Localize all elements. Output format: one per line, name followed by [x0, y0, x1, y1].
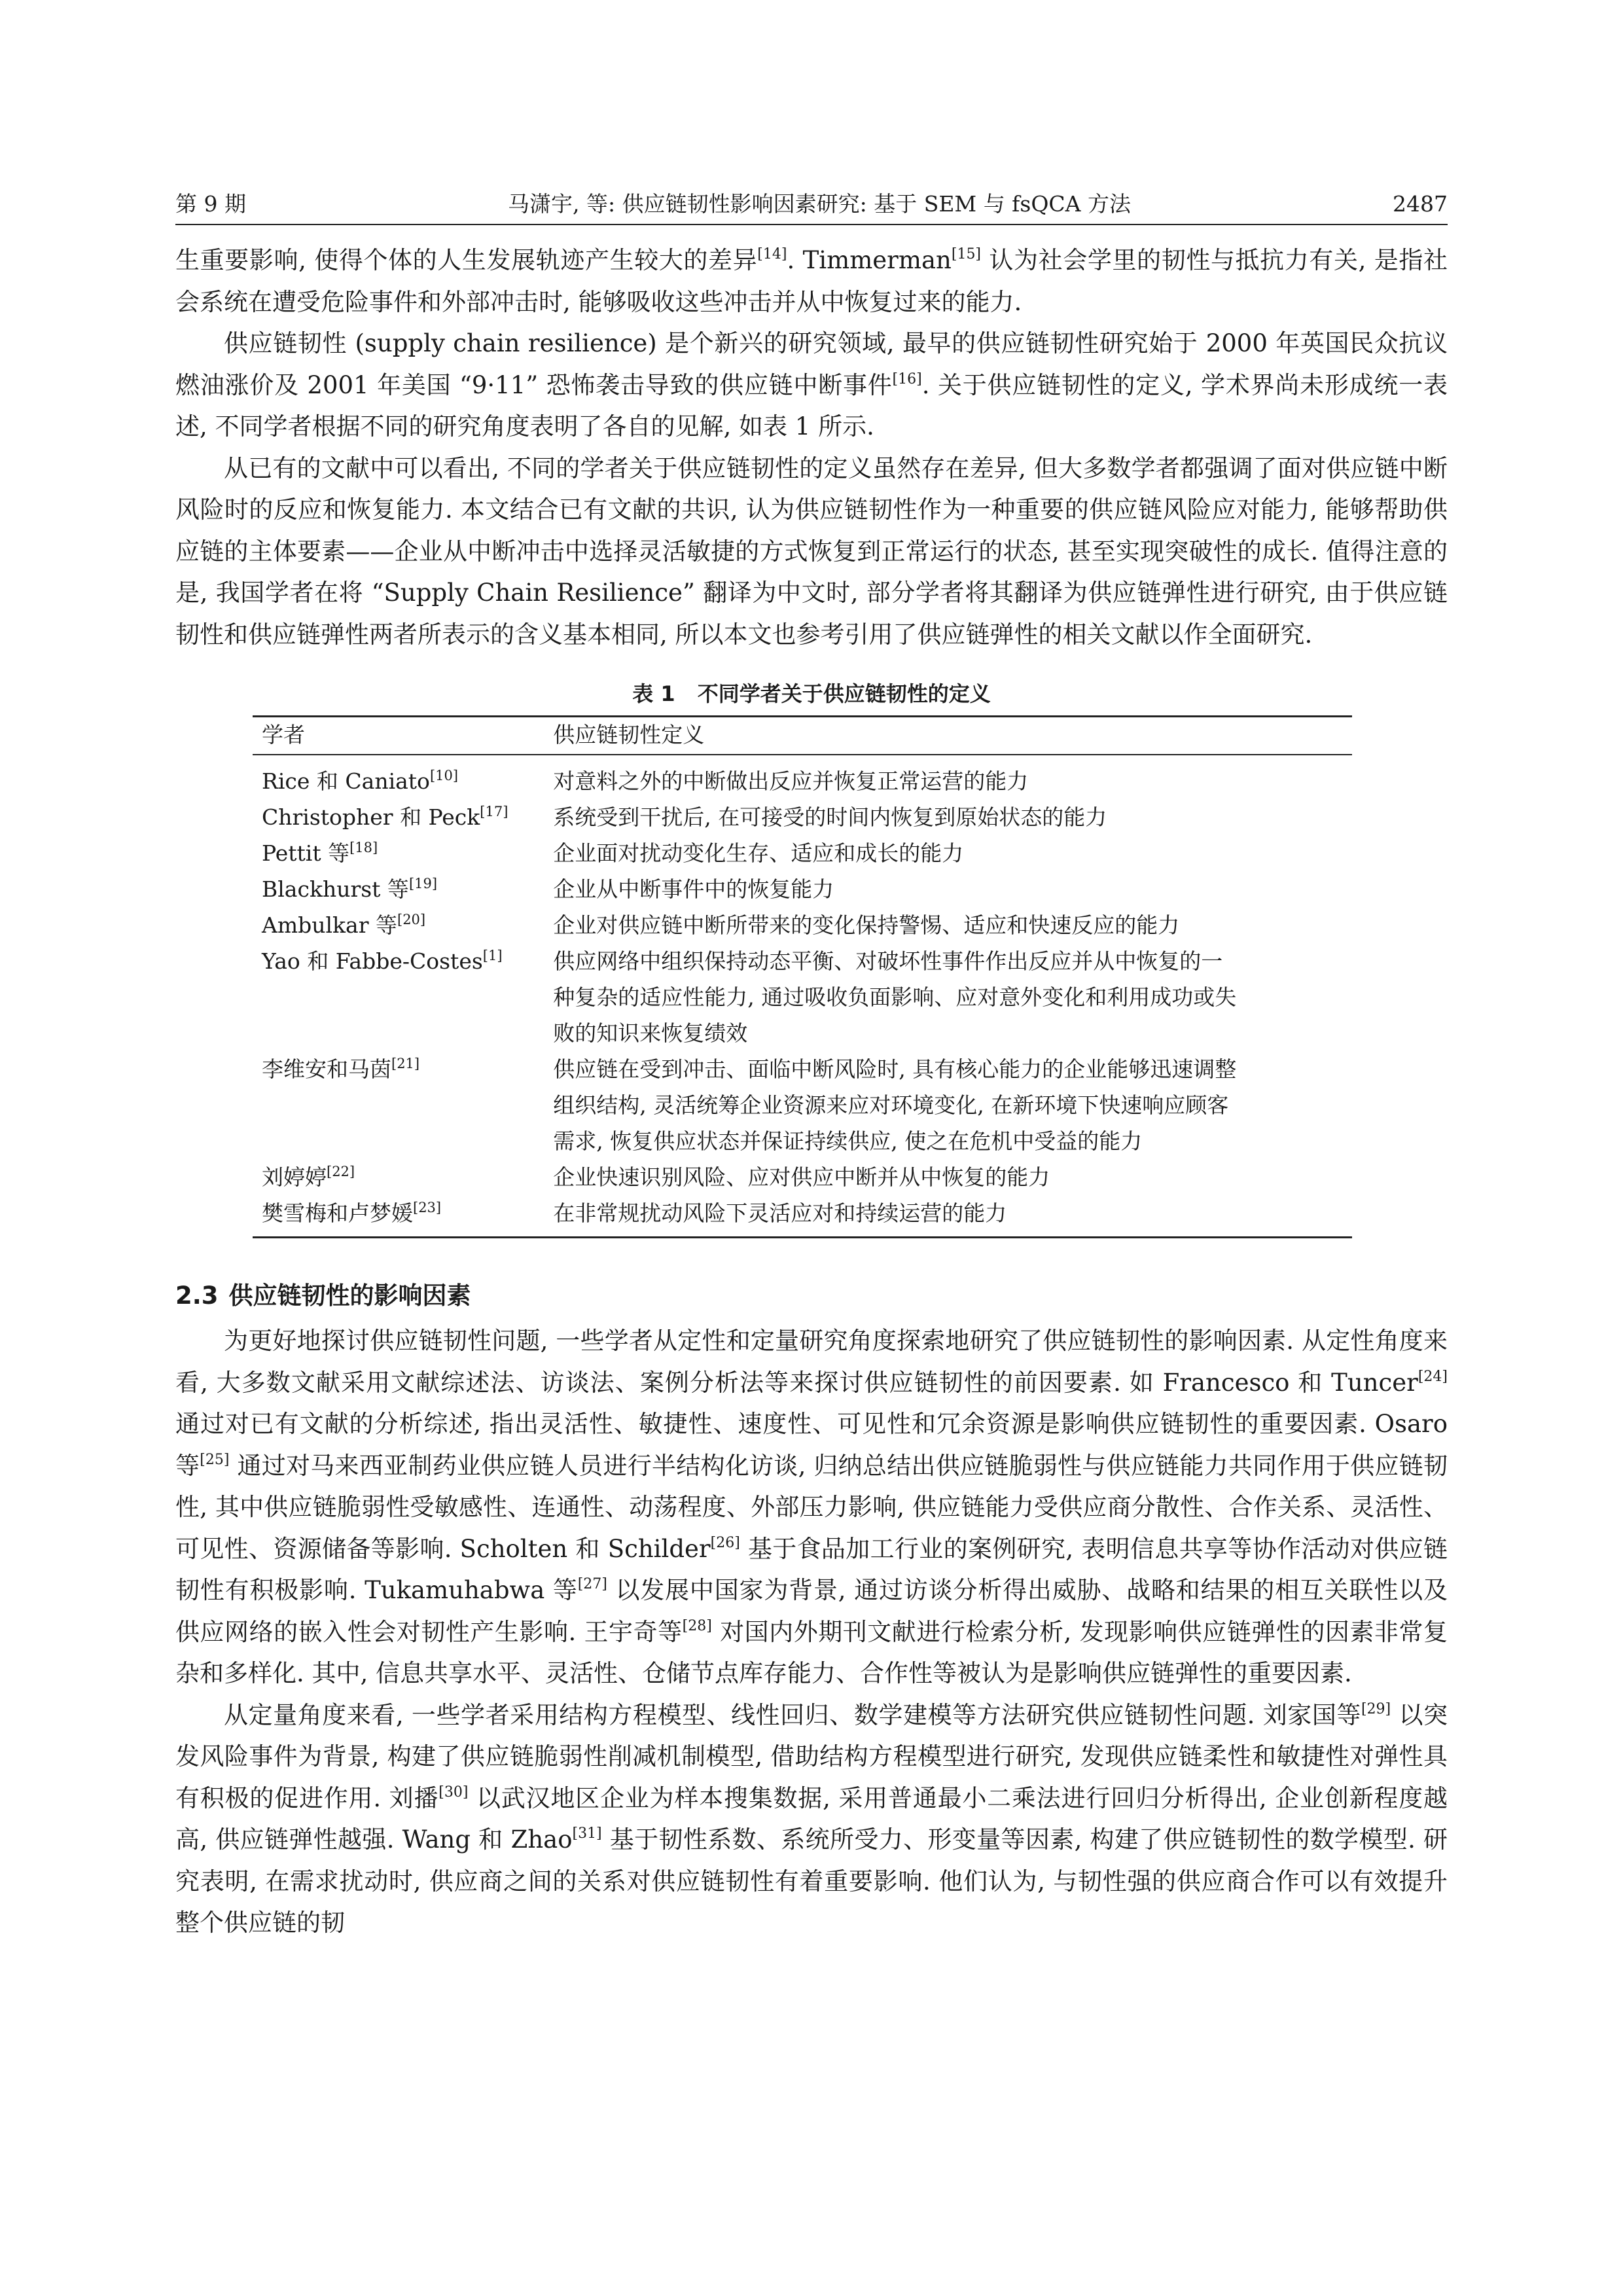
scholar-cell	[253, 755, 550, 799]
text-run: 通过对马来西亚制药业供应链人员进行半结构化访谈, 归纳总结出供应链脆弱性与供应链能力共同作用于供应链韧性, 其中供应链脆弱性受敏感性、连通性、动荡程度、外部压力影响, 供应链能力受供应商分散性、合作关系、灵活性、可见性、资源储备等影响. Scholten 和 Schilder	[175, 1451, 1448, 1563]
text-run: 为更好地探讨供应链韧性问题, 一些学者从定性和定量研究角度探索地研究了供应链韧性的影响因素. 从定性角度来看, 大多数文献采用文献综述法、访谈法、案例分析法等来探讨供应链韧性的前因要素. 如 Francesco 和 Tuncer	[175, 1327, 1448, 1397]
scholar-cell	[253, 1051, 550, 1087]
citation-ref: [19]	[408, 876, 438, 891]
text-run: 认为社会学里的韧性与抵抗力有关, 是指社会系统在遭受危险事件和外部冲击时, 能够吸收这些冲击并从中恢复过来的能力.	[175, 246, 1448, 316]
scholar-cell	[253, 979, 550, 1015]
text-run: 以突发风险事件为背景, 构建了供应链脆弱性削减机制模型, 借助结构方程模型进行研究, 发现供应链柔性和敏捷性对弹性具有积极的促进作用. 刘播	[175, 1700, 1448, 1812]
definition-cell: 种复杂的适应性能力, 通过吸收负面影响、应对意外变化和利用成功或失	[553, 984, 1237, 1010]
citation-ref: [27]	[577, 1576, 607, 1592]
citation-ref: [23]	[413, 1200, 442, 1215]
scholar-name: Pettit 等	[262, 840, 350, 866]
page-number: 2487	[1393, 191, 1448, 217]
definition-cell: 在非常规扰动风险下灵活应对和持续运营的能力	[553, 1200, 1007, 1226]
text-run: 通过对已有文献的分析综述, 指出灵活性、敏捷性、速度性、可见性和冗余资源是影响供应链韧性的重要因素. Osaro 等	[175, 1410, 1448, 1480]
definition-cell: 组织结构, 灵活统筹企业资源来应对环境变化, 在新环境下快速响应顾客	[553, 1092, 1229, 1118]
citation-ref: [29]	[1361, 1700, 1391, 1717]
scholar-cell	[253, 1159, 550, 1195]
table-number: 表 1	[632, 681, 675, 706]
citation-ref: [25]	[200, 1451, 230, 1468]
scholar-cell	[253, 799, 550, 835]
paragraph	[175, 448, 1448, 656]
table-row	[253, 1087, 1352, 1123]
definition-cell: 企业面对扰动变化生存、适应和成长的能力	[553, 840, 964, 866]
table-row	[253, 755, 1352, 799]
scholar-name: 刘婷婷	[262, 1164, 327, 1190]
table-row	[253, 1051, 1352, 1087]
table-header-row	[253, 717, 1352, 755]
citation-ref: [16]	[892, 370, 922, 387]
text-run: 以发展中国家为背景, 通过访谈分析得出威胁、战略和结果的相互关联性以及供应网络的嵌入性会对韧性产生影响. 王宇奇等	[175, 1576, 1448, 1646]
table-title: 不同学者关于供应链韧性的定义	[697, 681, 991, 706]
body-text-top	[175, 240, 1448, 655]
scholar-name: Ambulkar 等	[262, 912, 397, 938]
table-row	[253, 871, 1352, 907]
citation-ref: [18]	[349, 840, 378, 855]
table-row	[253, 799, 1352, 835]
scholar-name: Rice 和 Caniato	[262, 768, 430, 794]
paragraph	[175, 323, 1448, 448]
text-run: 生重要影响, 使得个体的人生发展轨迹产生较大的差异	[175, 246, 758, 274]
definition-cell: 需求, 恢复供应状态并保证持续供应, 使之在危机中受益的能力	[553, 1128, 1143, 1154]
text-run: 基于食品加工行业的案例研究, 表明信息共享等协作活动对供应链韧性有积极影响. Tukamuhabwa 等	[175, 1534, 1448, 1604]
paragraph	[175, 1320, 1448, 1695]
table-row	[253, 835, 1352, 871]
citation-ref: [30]	[438, 1784, 469, 1801]
table-body	[253, 755, 1352, 1238]
text-run: 从定量角度来看, 一些学者采用结构方程模型、线性回归、数学建模等方法研究供应链韧性问题. 刘家国等	[224, 1700, 1361, 1729]
table-row	[253, 907, 1352, 943]
paragraph	[175, 240, 1448, 323]
scholar-cell	[253, 943, 550, 979]
scholar-cell	[253, 1087, 550, 1123]
column-header-scholar: 学者	[253, 717, 550, 755]
text-run: 以武汉地区企业为样本搜集数据, 采用普通最小二乘法进行回归分析得出, 企业创新程度越高, 供应链弹性越强. Wang 和 Zhao	[175, 1784, 1448, 1854]
table-row	[253, 1015, 1352, 1051]
definition-cell: 企业从中断事件中的恢复能力	[553, 876, 834, 902]
text-run: 对国内外期刊文献进行检索分析, 发现影响供应链弹性的因素非常复杂和多样化. 其中, 信息共享水平、灵活性、仓储节点库存能力、合作性等被认为是影响供应链弹性的重要因素.	[175, 1617, 1448, 1687]
citation-ref: [10]	[429, 768, 459, 783]
definition-cell: 对意料之外的中断做出反应并恢复正常运营的能力	[553, 768, 1029, 794]
table-row	[253, 979, 1352, 1015]
text-run: . 关于供应链韧性的定义, 学术界尚未形成统一表述, 不同学者根据不同的研究角度表明了各自的见解, 如表 1 所示.	[175, 370, 1448, 440]
table-caption	[175, 677, 1448, 708]
scholar-cell	[253, 835, 550, 871]
issue-label: 第 9 期	[175, 191, 246, 217]
scholar-name: Yao 和 Fabbe-Costes	[262, 948, 483, 974]
table-row	[253, 1159, 1352, 1195]
table-row	[253, 1123, 1352, 1159]
scholar-cell	[253, 907, 550, 943]
text-run: 从已有的文献中可以看出, 不同的学者关于供应链韧性的定义虽然存在差异, 但大多数学者都强调了面对供应链中断风险时的反应和恢复能力. 本文结合已有文献的共识, 认为供应链韧性作为一种重要的供应链风险应对能力, 能够帮助供应链的主体要素——企业从中断冲击中选择灵活敏捷的方式恢复到正常运行的状态, 甚至实现突破性的成长. 值得注意的是, 我国学者在将 “Supply Chain Resilience” 翻译为中文时, 部分学者将其翻译为供应链弹性进行研究, 由于供应链韧性和供应链弹性两者所表示的含义基本相同, 所以本文也参考引用了供应链弹性的相关文献以作全面研究.	[175, 454, 1448, 649]
text-run: 基于韧性系数、系统所受力、形变量等因素, 构建了供应链韧性的数学模型. 研究表明, 在需求扰动时, 供应商之间的关系对供应链韧性有着重要影响. 他们认为, 与韧性强的供应商合作可以有效提升整个供应链的韧	[175, 1825, 1448, 1937]
section-number: 2.3	[175, 1282, 219, 1310]
scholar-cell	[253, 871, 550, 907]
citation-ref: [24]	[1418, 1368, 1448, 1385]
definition-cell: 供应链在受到冲击、面临中断风险时, 具有核心能力的企业能够迅速调整	[553, 1056, 1237, 1082]
citation-ref: [20]	[397, 912, 426, 927]
citation-ref: [14]	[757, 246, 787, 262]
citation-ref: [22]	[327, 1164, 355, 1179]
table-row	[253, 1195, 1352, 1238]
definition-cell: 供应网络中组织保持动态平衡、对破坏性事件作出反应并从中恢复的一	[553, 948, 1223, 974]
definition-cell: 败的知识来恢复绩效	[553, 1020, 748, 1046]
definition-cell: 企业快速识别风险、应对供应中断并从中恢复的能力	[553, 1164, 1050, 1190]
column-header-definition: 供应链韧性定义	[550, 717, 1352, 755]
paragraph	[175, 1695, 1448, 1944]
scholar-cell	[253, 1015, 550, 1051]
section-heading	[175, 1275, 1448, 1316]
body-text-bottom	[175, 1320, 1448, 1944]
citation-ref: [21]	[391, 1056, 420, 1071]
text-run: . Timmerman	[787, 246, 952, 274]
citation-ref: [1]	[482, 948, 503, 963]
scholar-name: 李维安和马茵	[262, 1056, 391, 1082]
citation-ref: [31]	[572, 1825, 602, 1842]
definitions-table	[253, 715, 1352, 1238]
definition-cell: 系统受到干扰后, 在可接受的时间内恢复到原始状态的能力	[553, 804, 1107, 830]
definition-cell: 企业对供应链中断所带来的变化保持警惕、适应和快速反应的能力	[553, 912, 1180, 938]
table-row	[253, 943, 1352, 979]
citation-ref: [15]	[951, 246, 982, 262]
section-title: 供应链韧性的影响因素	[228, 1282, 471, 1310]
running-header	[175, 190, 1448, 225]
scholar-name: 樊雪梅和卢梦媛	[262, 1200, 413, 1226]
citation-ref: [26]	[710, 1534, 740, 1551]
citation-ref: [17]	[480, 804, 508, 819]
scholar-name: Blackhurst 等	[262, 876, 409, 902]
scholar-cell	[253, 1123, 550, 1159]
paper-page	[175, 190, 1448, 1944]
running-title: 马潇宇, 等: 供应链韧性影响因素研究: 基于 SEM 与 fsQCA 方法	[508, 191, 1131, 217]
scholar-name: Christopher 和 Peck	[262, 804, 480, 830]
scholar-cell	[253, 1195, 550, 1238]
citation-ref: [28]	[682, 1617, 712, 1634]
text-run: 供应链韧性 (supply chain resilience) 是个新兴的研究领域, 最早的供应链韧性研究始于 2000 年英国民众抗议燃油涨价及 2001 年美国 “9·11” 恐怖袭击导致的供应链中断事件	[175, 329, 1448, 399]
